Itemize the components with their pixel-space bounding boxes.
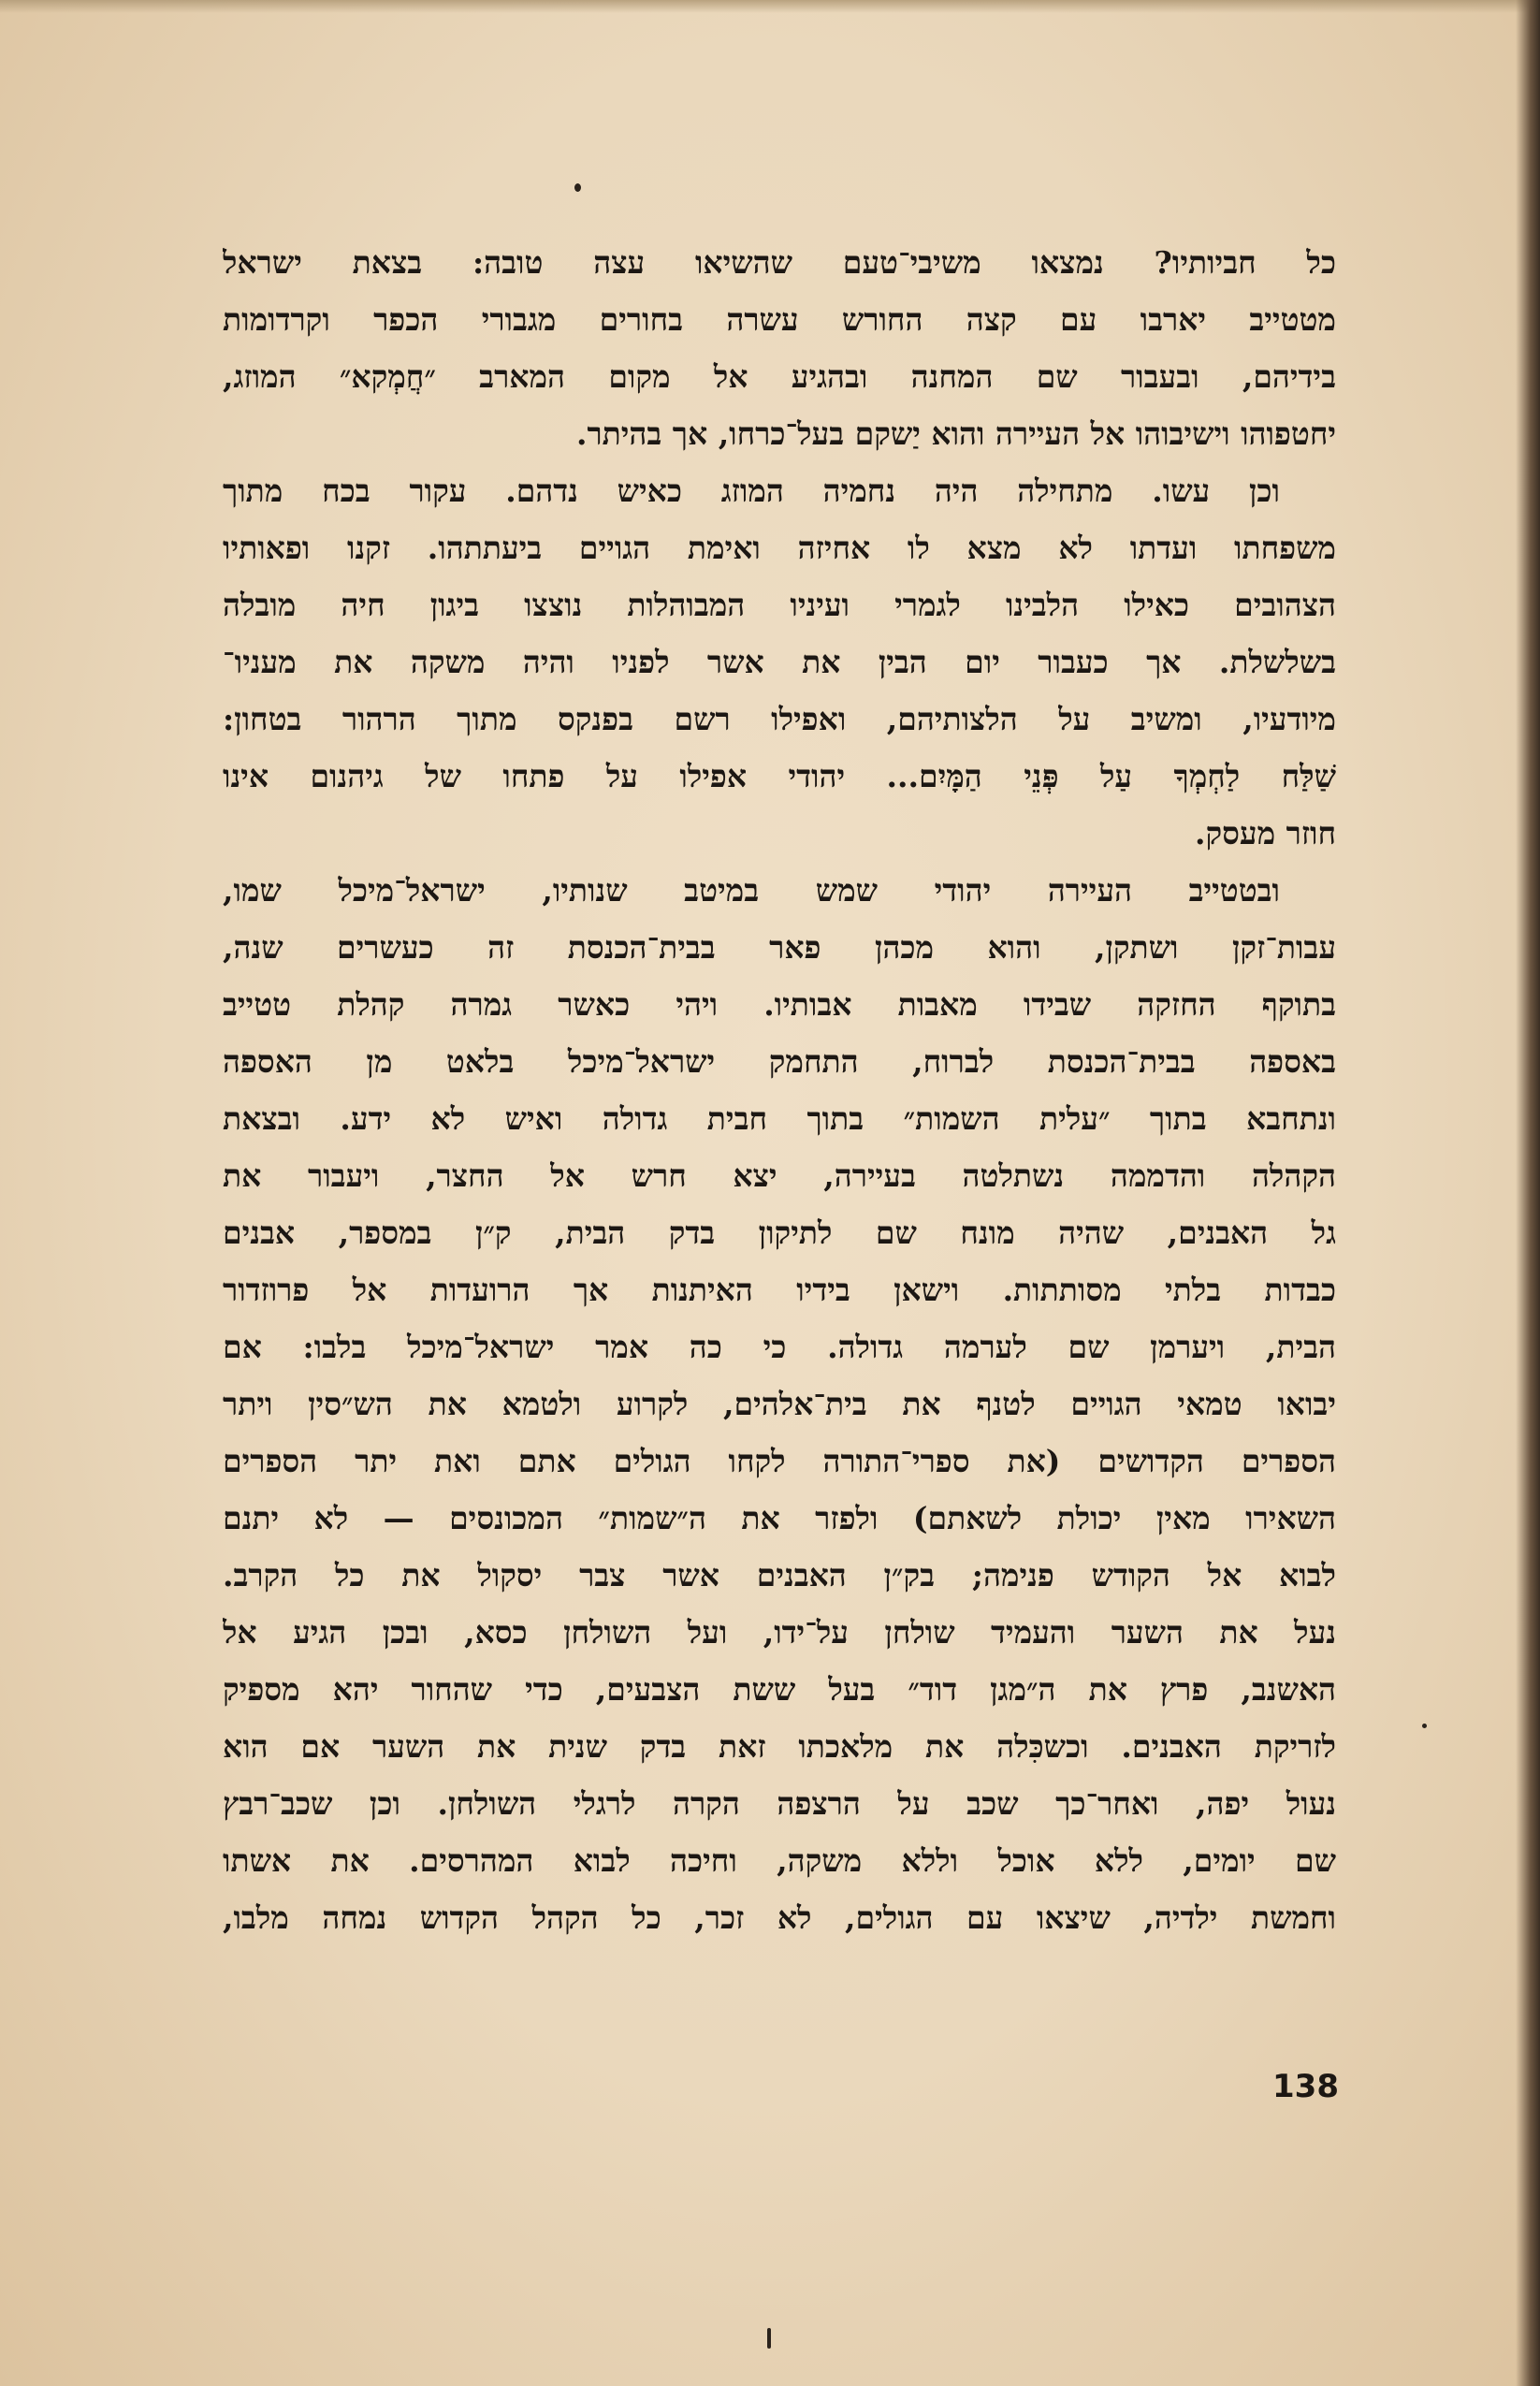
text-line: הקהלה והדממה נשתלטה בעיירה, יצא חרש אל החצר, ויעבור את	[223, 1157, 1336, 1194]
text-line: שַׁלַּח לַחְמְךָ עַל פְּנֵי הַמָּיִם... יהודי אפילו על פתחו של גיהנום אינו	[223, 758, 1336, 794]
text-line: מטטייב יארבו עם קצה החורש עשרה בחורים מגבורי הכפר וקרדומות	[223, 301, 1336, 338]
text-line: גל האבנים, שהיה מונח שם לתיקון בדק הבית, ק״ן במספר, אבנים	[223, 1215, 1336, 1251]
text-line: וחמשת ילדיה, שיצאו עם הגולים, לא זכר, כל הקהל הקדוש נמחה מלבו,	[223, 1899, 1336, 1936]
text-line: האשנב, פרץ את ה״מגן דוד״ בעל ששת הצבעים, כדי שהחור יהא מספיק	[223, 1671, 1336, 1708]
text-line: מיודעיו, ומשיב על הלצותיהם, ואפילו רשם בפנקס מתוך הרהור בטחון:	[223, 701, 1336, 737]
text-line: בידיהם, ובעבור שם המחנה ובהגיע אל מקום המארב ״חֲמְקא״ המוזג,	[223, 358, 1336, 395]
text-line: יבואו טמאי הגויים לטנף את בית־אלהים, לקרוע ולטמא את הש״סין ויתר	[223, 1386, 1336, 1422]
text-line: יחטפוהו וישיבוהו אל העיירה והוא יַשקם בעל־כרחו, אך בהיתר.	[575, 415, 1336, 452]
text-line: משפחתו ועדתו לא מצא לו אחיזה ואימת הגויים ביעתתהו. זקנו ופאותיו	[223, 530, 1336, 566]
body-text	[223, 234, 1336, 1946]
page-number: 138	[1272, 2068, 1339, 2105]
ink-speck	[767, 2328, 771, 2349]
text-line: בתוקף החזקה שבידו מאבות אבותיו. ויהי כאשר גמרה קהלת טטייב	[223, 986, 1336, 1023]
text-line: בשלשלת. אך כעבור יום הבין את אשר לפניו והיה משקה את מעניו־	[223, 644, 1336, 680]
spine-shadow	[1516, 0, 1540, 2386]
text-line: כבדות בלתי מסותתות. וישאן בידיו האיתנות אך הרועדות אל פרוזדור	[223, 1272, 1336, 1308]
text-line: השאירו מאין יכולת לשאתם) ולפזר את ה״שמות״ המכונסים — לא יתנם	[223, 1500, 1336, 1536]
text-line: הבית, ויערמן שם לערמה גדולה. כי כה אמר ישראל־מיכל בלבו: אם	[223, 1329, 1336, 1365]
text-line: וכן עשו. מתחילה היה נחמיה המוזג כאיש נדהם. עקור בכח מתוך	[223, 473, 1280, 509]
text-line: באספה בבית־הכנסת לברוח, התחמק ישראל־מיכל בלאט מן האספה	[223, 1043, 1336, 1080]
text-line: שם יומים, ללא אוכל וללא משקה, וחיכה לבוא המהרסים. את אשתו	[223, 1842, 1336, 1879]
ink-speck	[1422, 1724, 1427, 1728]
text-line: נעל את השער והעמיד שולחן על־ידו, ועל השולחן כסא, ובכן הגיע אל	[223, 1614, 1336, 1651]
text-line: עבות־זקן ושתקן, והוא מכהן פאר בבית־הכנסת זה כעשרים שנה,	[223, 929, 1336, 966]
page-top-edge	[0, 0, 1540, 13]
text-line: לבוא אל הקודש פנימה; בק״ן האבנים אשר צבר יסקול את כל הקרב.	[223, 1557, 1336, 1593]
ink-speck	[574, 183, 581, 192]
text-line: לזריקת האבנים. וכשכִּלה את מלאכתו זאת בדק שנית את השער אם הוא	[223, 1728, 1336, 1765]
text-line: הספרים הקדושים (את ספרי־התורה לקחו הגולים אתם ואת יתר הספרים	[223, 1443, 1336, 1479]
text-line: ובטטייב העיירה יהודי שמש במיטב שנותיו, ישראל־מיכל שמו,	[223, 872, 1280, 909]
text-line: נעול יפה, ואחר־כך שכב על הרצפה הקרה לרגלי השולחן. וכן שכב־רבץ	[223, 1785, 1336, 1822]
text-line: ונתחבא בתוך ״עלית השמות״ בתוך חבית גדולה ואיש לא ידע. ובצאת	[223, 1100, 1336, 1137]
text-line: הצהובים כאילו הלבינו לגמרי ועיניו המבוהלות נוצצו ביגון חיה מובלה	[223, 587, 1336, 623]
text-line: חוזר מעסק.	[1194, 815, 1336, 851]
text-line: כל חביותיו? נמצאו משיבי־טעם שהשיאו עצה טובה: בצאת ישראל	[223, 244, 1336, 281]
